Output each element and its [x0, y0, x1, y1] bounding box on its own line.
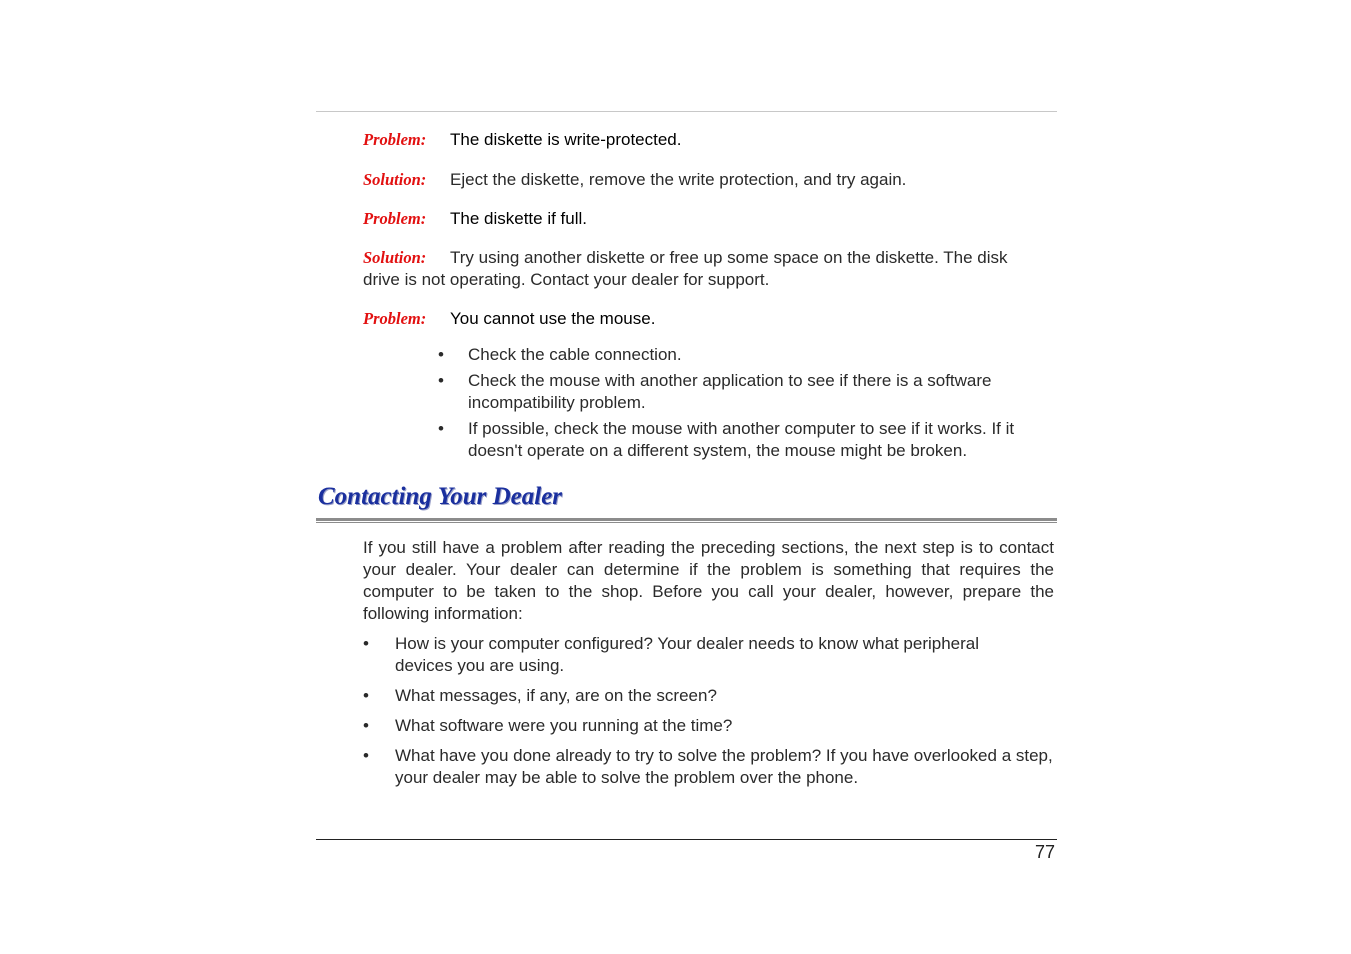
- problem-row-2: [363, 208, 1056, 230]
- problem-label: Problem:: [363, 130, 427, 149]
- dealer-info-list: [363, 633, 1055, 789]
- problem-text: You cannot use the mouse.: [450, 309, 656, 328]
- mouse-checklist: [438, 344, 1038, 462]
- list-item: • Check the cable connection.: [438, 345, 682, 364]
- problem-text: The diskette if full.: [450, 209, 588, 228]
- solution-text: Eject the diskette, remove the write protection, and try again.: [450, 170, 907, 189]
- list-item: • If possible, check the mouse with another computer to see if it works. If it doesn't operate on a different system, the mouse might be broken.: [438, 419, 1015, 460]
- list-item: • Check the mouse with another application to see if there is a software incompatibility problem.: [438, 371, 992, 412]
- solution-label: Solution:: [363, 170, 427, 189]
- list-item: • What messages, if any, are on the screen?: [363, 686, 717, 705]
- problem-row-1: [363, 129, 1056, 151]
- footer-rule: [316, 839, 1057, 840]
- problem-row-3: [363, 308, 1056, 330]
- solution-label: Solution:: [363, 248, 427, 267]
- section-title: Contacting Your Dealer: [318, 483, 563, 510]
- solution-row-2: [363, 247, 1056, 291]
- page-number: 77: [1034, 842, 1055, 862]
- solution-text-line-2: drive is not operating. Contact your dealer for support.: [363, 270, 770, 289]
- bullet-icon: •: [363, 716, 369, 735]
- problem-text: The diskette is write-protected.: [450, 130, 682, 149]
- title-rule-thin: [316, 522, 1057, 523]
- list-item: • What software were you running at the time?: [363, 716, 733, 735]
- bullet-icon: •: [438, 419, 444, 438]
- list-item: • What have you done already to try to solve the problem? If you have overlooked a step, your dealer may be able to solve the problem over the phone.: [363, 746, 1053, 787]
- intro-paragraph: If you still have a problem after reading the preceding sections, the next step is to contact your dealer. Your dealer can determine if the problem is something that requires the computer to be taken to the shop. Before you call your dealer, however, prepare the following information:: [363, 538, 1054, 623]
- problem-label: Problem:: [363, 209, 427, 228]
- bullet-icon: •: [363, 634, 369, 653]
- solution-text-line-1: Try using another diskette or free up some space on the diskette. The disk: [450, 248, 1008, 267]
- bullet-icon: •: [363, 746, 369, 765]
- list-item: • How is your computer configured? Your dealer needs to know what peripheral devices you are using.: [363, 634, 980, 675]
- title-rule: [316, 518, 1057, 521]
- bullet-icon: •: [363, 686, 369, 705]
- problem-label: Problem:: [363, 309, 427, 328]
- bullet-icon: •: [438, 345, 444, 364]
- solution-row-1: [363, 169, 1056, 191]
- bullet-icon: •: [438, 371, 444, 390]
- header-rule: [316, 111, 1057, 112]
